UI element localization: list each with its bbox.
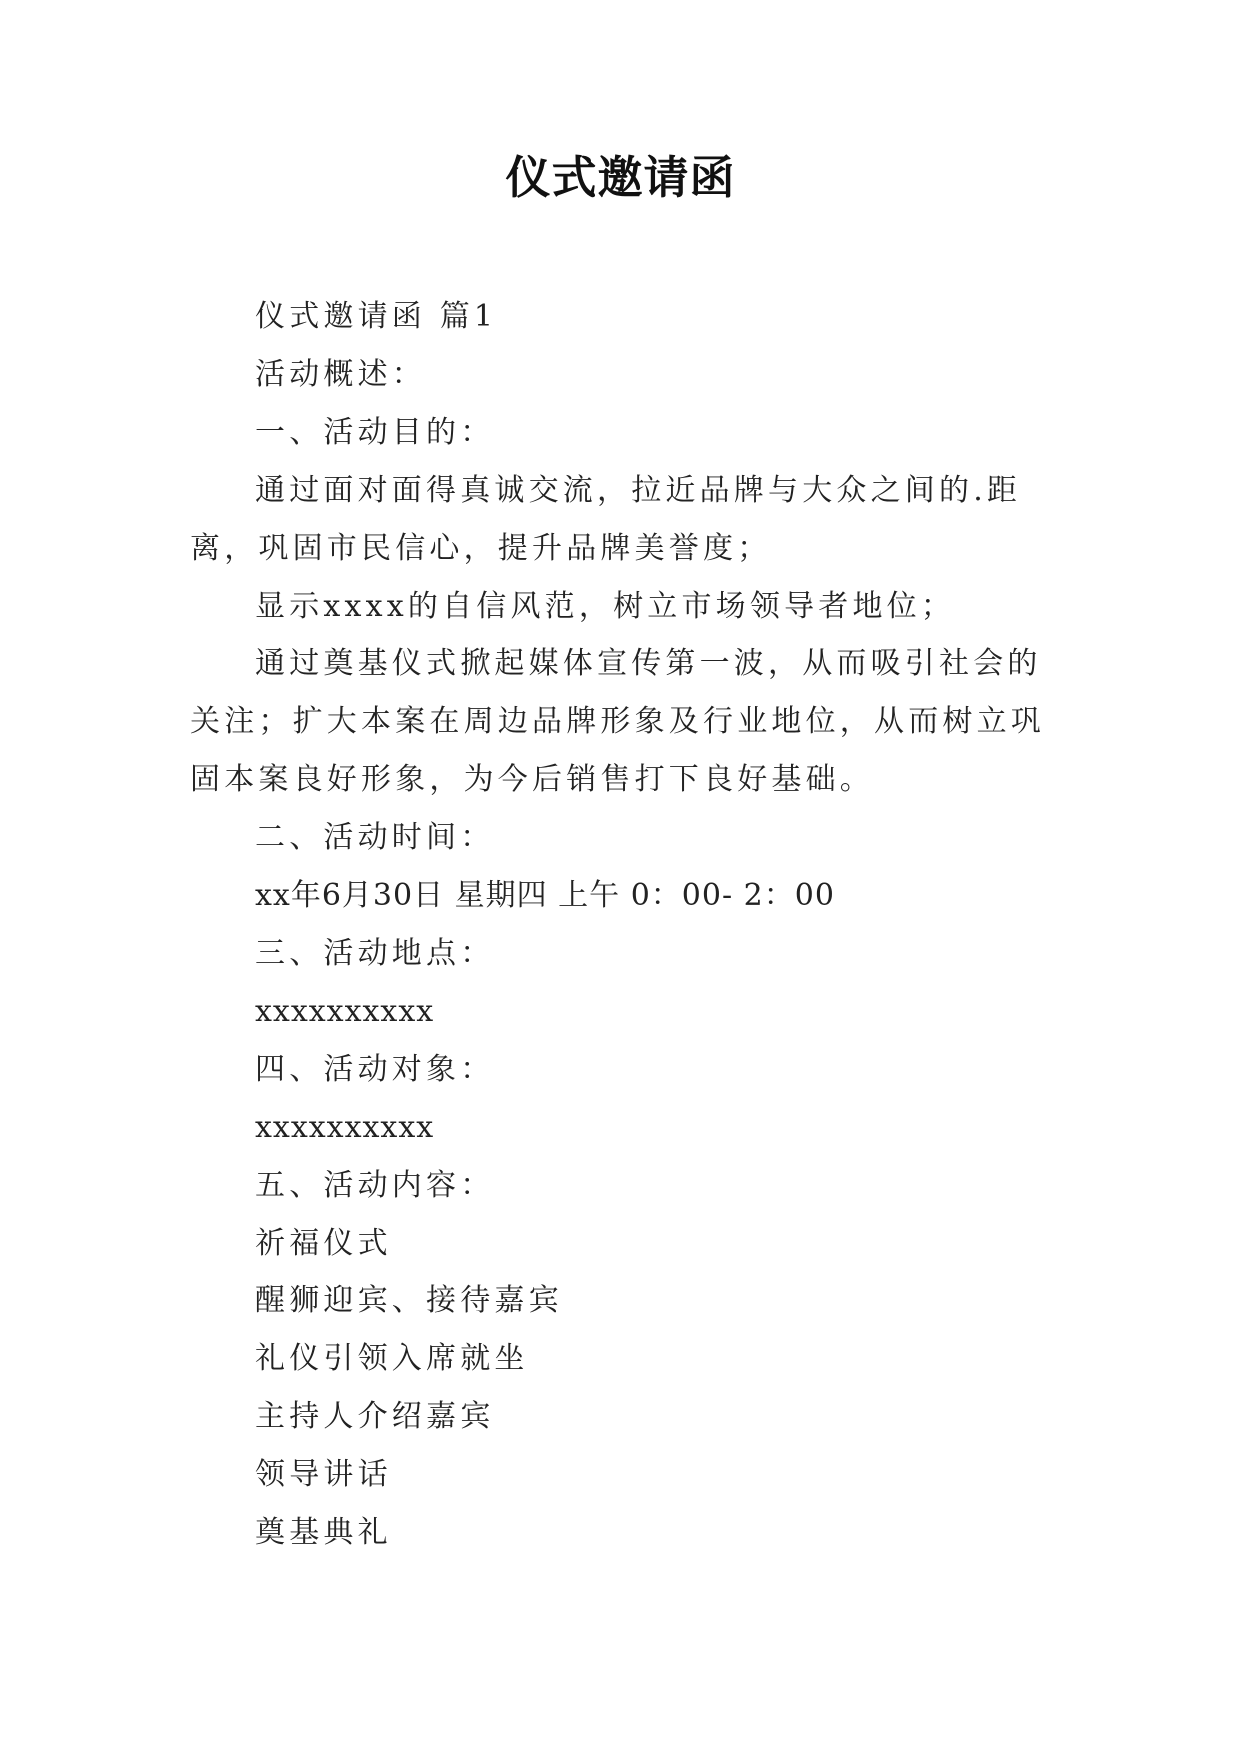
paragraph: xxxxxxxxxx <box>255 993 435 1029</box>
list-item: 醒狮迎宾、接待嘉宾 <box>255 1283 563 1319</box>
section-heading: 五、活动内容： <box>255 1167 495 1203</box>
list-item: 祈福仪式 <box>255 1225 392 1261</box>
section-heading: 仪式邀请函 篇1 <box>255 299 498 334</box>
section-heading: 四、活动对象： <box>255 1051 495 1087</box>
paragraph: 显示xxxx的自信风范，树立市场领导者地位； <box>255 588 956 624</box>
paragraph: 通过奠基仪式掀起媒体宣传第一波，从而吸引社会的关注；扩大本案在周边品牌形象及行业地位，从而树立巩固本案良好形象，为今后销售打下良好基础。 <box>190 646 1045 798</box>
paragraph: 活动概述： <box>255 356 426 392</box>
section-heading: 三、活动地点： <box>255 935 495 971</box>
document-body <box>190 288 1050 1562</box>
section-heading: 二、活动时间： <box>255 820 495 856</box>
paragraph: 通过面对面得真诚交流，拉近品牌与大众之间的.距离，巩固市民信心，提升品牌美誉度； <box>190 472 1022 566</box>
list-item: 礼仪引领入席就坐 <box>255 1341 529 1377</box>
document-title: 仪式邀请函 <box>505 151 736 204</box>
paragraph: xx年6月30日 星期四 上午 0：00- 2：00 <box>255 878 835 914</box>
list-item: 领导讲话 <box>255 1457 392 1493</box>
paragraph: xxxxxxxxxx <box>255 1109 435 1145</box>
section-heading: 一、活动目的： <box>255 414 495 450</box>
list-item: 奠基典礼 <box>255 1515 392 1551</box>
list-item: 主持人介绍嘉宾 <box>255 1399 495 1435</box>
